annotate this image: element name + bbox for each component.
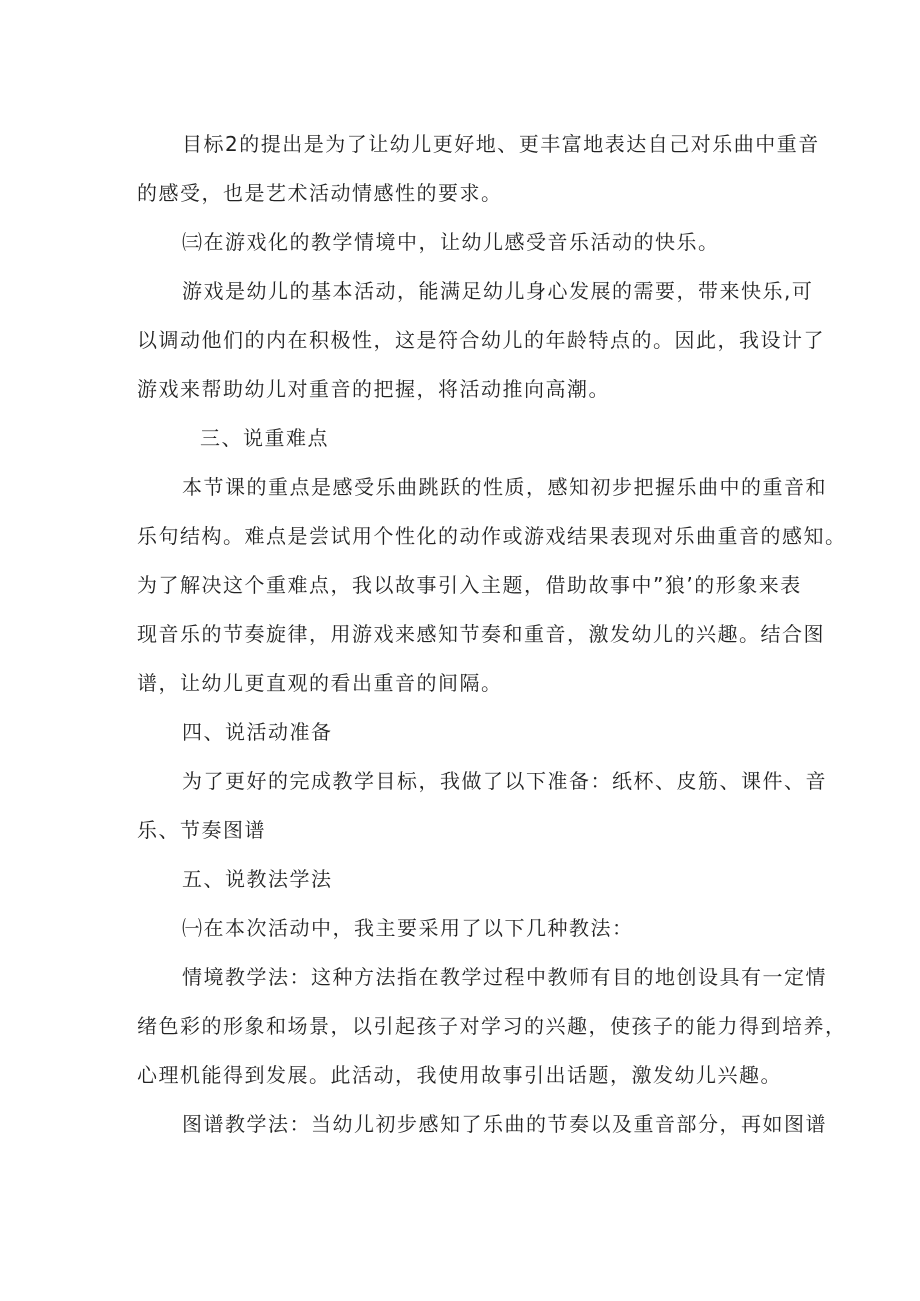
section-item-1-heading: ㈠在本次活动中，我主要采用了以下几种教法： (182, 916, 634, 940)
section-heading-4: 四、说活动准备 (182, 720, 333, 744)
line-situational-method: 情境教学法：这种方法指在教学过程中教师有目的地创设具有一定情 (182, 965, 827, 989)
line-keypoints-text: 本节课的重点是感受乐曲跳跃的性质，感知初步把握乐曲中的重音和 (182, 475, 827, 499)
line-preparation-text: 为了更好的完成教学目标，我做了以下准备：纸杯、皮筋、课件、音 (182, 769, 827, 793)
section-heading-5: 五、说教法学法 (182, 867, 333, 891)
line-goal2-text: 目标2的提出是为了让幼儿更好地、更丰富地表达自己对乐曲中重音 (182, 132, 820, 156)
line-game-text-cont-2: 游戏来帮助幼儿对重音的把握，将活动推向高潮。 (137, 377, 610, 401)
section-item-3-heading: ㈢在游戏化的教学情境中，让幼儿感受音乐活动的快乐。 (182, 230, 720, 254)
line-keypoints-text-cont-2: 为了解决这个重难点，我以故事引入主题，借助故事中”狼’的形象来表 (137, 573, 802, 597)
section-heading-3: 三、说重难点 (200, 426, 329, 450)
line-keypoints-text-cont-3: 现音乐的节奏旋律，用游戏来感知节奏和重音，激发幼儿的兴趣。结合图 (137, 622, 825, 646)
line-keypoints-text-cont-4: 谱，让幼儿更直观的看出重音的间隔。 (137, 671, 503, 695)
line-preparation-text-cont: 乐、节奏图谱 (137, 818, 266, 842)
line-game-text: 游戏是幼儿的基本活动，能满足幼儿身心发展的需要，带来快乐,可 (182, 279, 814, 303)
line-keypoints-text-cont-1: 乐句结构。难点是尝试用个性化的动作或游戏结果表现对乐曲重音的感知。 (137, 524, 847, 548)
line-situational-method-cont-2: 心理机能得到发展。此活动，我使用故事引出话题，激发幼儿兴趣。 (137, 1063, 782, 1087)
line-situational-method-cont-1: 绪色彩的形象和场景，以引起孩子对学习的兴趣，使孩子的能力得到培养， (137, 1014, 847, 1038)
line-chart-method: 图谱教学法：当幼儿初步感知了乐曲的节奏以及重音部分，再如图谱 (182, 1112, 827, 1136)
line-goal2-text-cont: 的感受，也是艺术活动情感性的要求。 (137, 181, 503, 205)
line-game-text-cont-1: 以调动他们的内在积极性，这是符合幼儿的年龄特点的。因此，我设计了 (137, 328, 825, 352)
